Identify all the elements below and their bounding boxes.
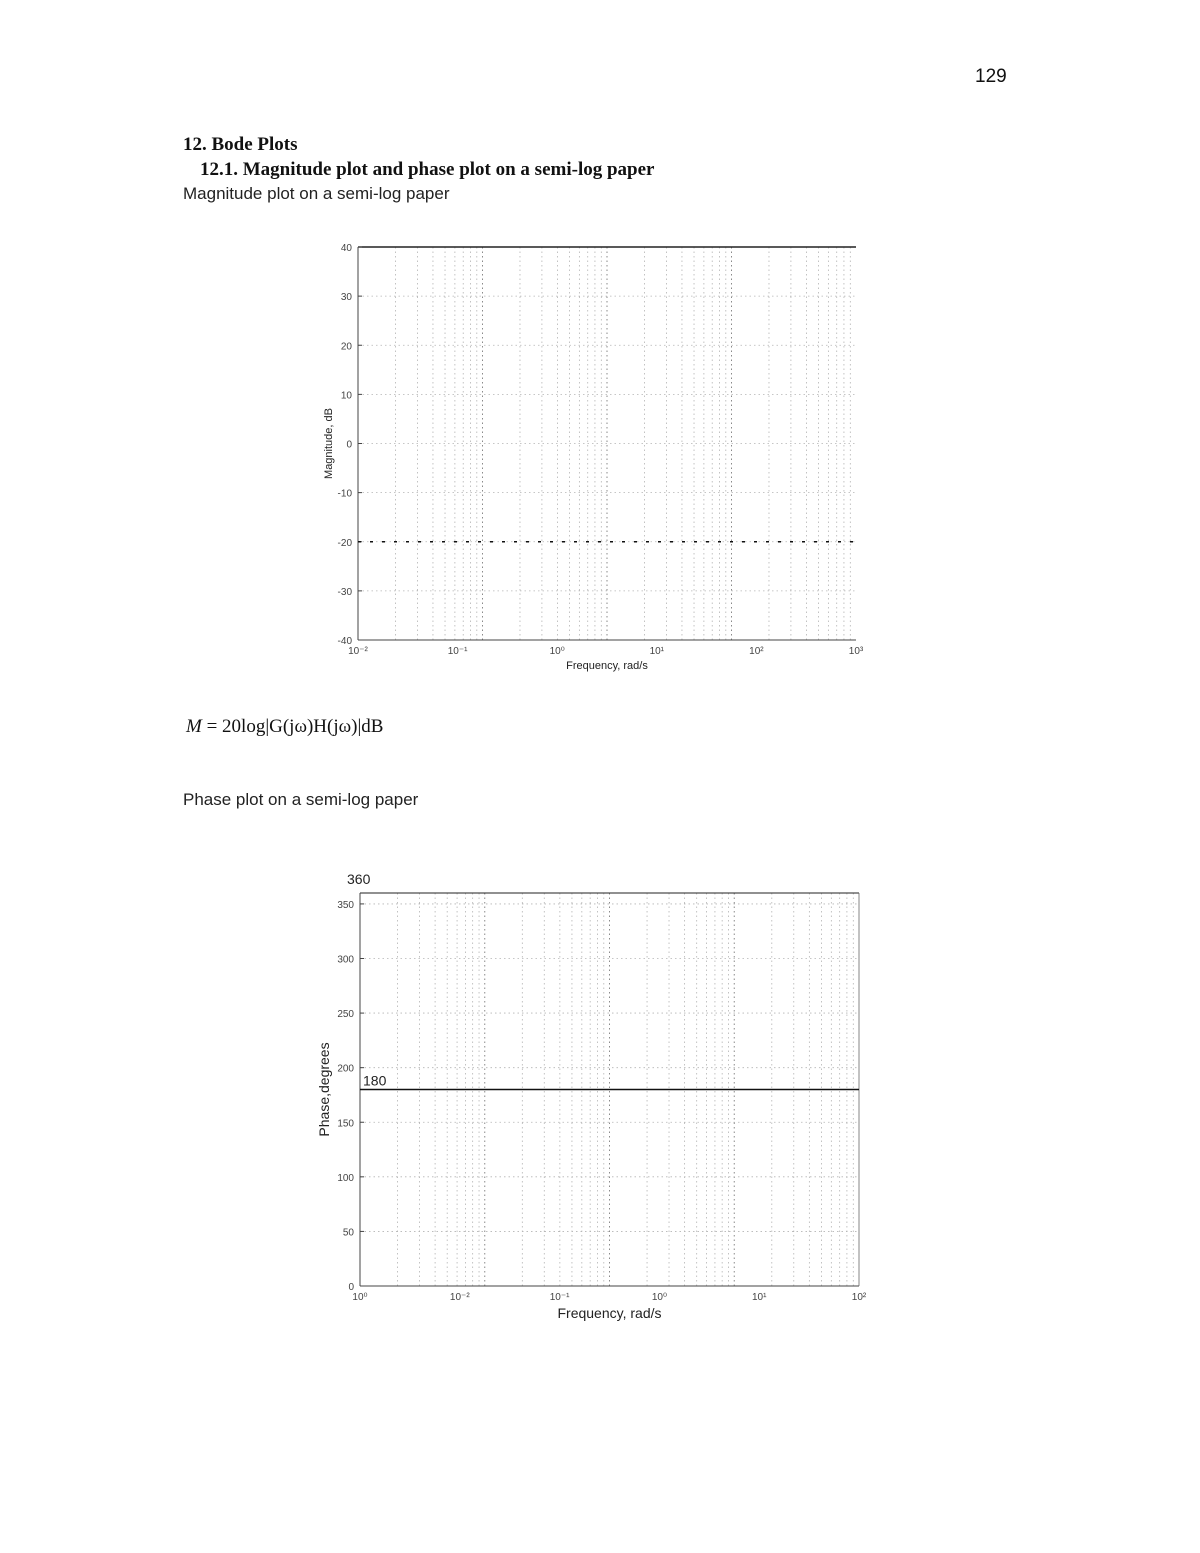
annotation-180: 180	[363, 1072, 387, 1089]
y-axis-label: Phase,degrees	[316, 1042, 332, 1137]
y-tick-label: -10	[337, 488, 352, 500]
equation-lhs: M	[186, 716, 202, 737]
y-tick-label: 30	[340, 292, 352, 304]
x-tick-label: 10³	[848, 646, 864, 657]
y-tick-label: -30	[337, 586, 352, 598]
y-tick-label: 300	[337, 954, 354, 966]
section-title: 12. Bode Plots	[183, 134, 298, 155]
y-tick-label: -40	[337, 636, 352, 647]
magnitude-equation	[186, 716, 383, 738]
y-tick-label: 0	[348, 1282, 354, 1293]
page-number: 129	[975, 66, 1007, 87]
magnitude-caption: Magnitude plot on a semi-log paper	[183, 184, 450, 203]
x-tick-label: 10²	[851, 1292, 867, 1303]
y-tick-label: 40	[340, 243, 352, 254]
y-tick-label: 0	[346, 439, 352, 451]
y-tick-label: 50	[342, 1227, 354, 1239]
x-tick-label: 10⁻²	[348, 646, 368, 657]
y-tick-label: -20	[337, 537, 352, 549]
x-axis-label: Frequency, rad/s	[557, 1305, 662, 1321]
magnitude-chart	[310, 230, 880, 680]
x-axis-label: Frequency, rad/s	[566, 660, 648, 672]
y-tick-label: 150	[337, 1118, 354, 1130]
phase-chart	[305, 862, 885, 1332]
phase-caption: Phase plot on a semi-log paper	[183, 790, 419, 809]
y-tick-label: 100	[337, 1172, 354, 1184]
equation-rhs: = 20log|G(jω)H(jω)|dB	[206, 716, 384, 737]
x-tick-label: 10⁰	[352, 1292, 368, 1303]
x-tick-label: 10²	[749, 646, 764, 657]
x-tick-label: 10⁻²	[449, 1292, 470, 1303]
y-tick-label: 20	[340, 341, 352, 353]
x-tick-label: 10⁰	[651, 1292, 667, 1303]
x-tick-label: 10⁰	[549, 646, 565, 657]
y-axis-label: Magnitude, dB	[323, 408, 335, 479]
x-tick-label: 10¹	[751, 1292, 767, 1303]
y-tick-label: 200	[337, 1063, 354, 1075]
subsection-title: 12.1. Magnitude plot and phase plot on a semi-log paper	[200, 159, 655, 180]
y-tick-label: 250	[337, 1009, 354, 1021]
x-tick-label: 10¹	[649, 646, 665, 657]
annotation-360: 360	[347, 871, 371, 887]
x-tick-label: 10⁻¹	[447, 646, 468, 657]
y-tick-label: 10	[340, 390, 352, 402]
x-tick-label: 10⁻¹	[549, 1292, 570, 1303]
y-tick-label: 350	[337, 899, 354, 911]
